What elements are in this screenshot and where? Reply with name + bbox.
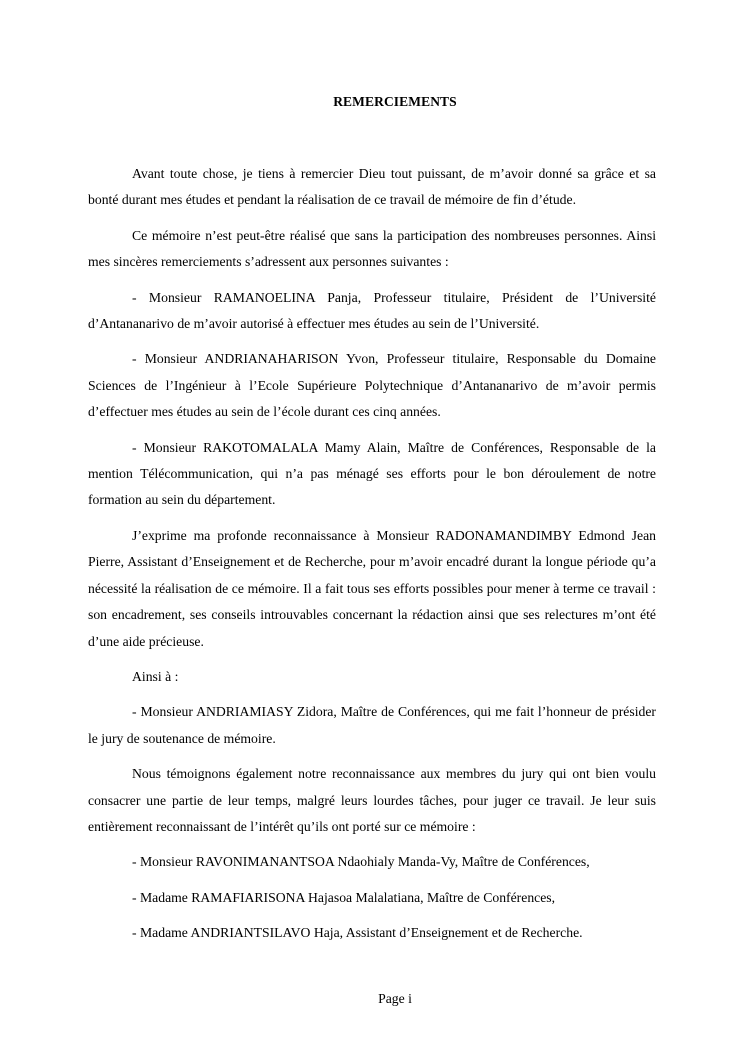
document-body bbox=[88, 161, 656, 956]
paragraph-jury-member-2: - Madame RAMAFIARISONA Hajasoa Malalatiana, Maître de Conférences, bbox=[132, 889, 556, 905]
paragraph-jury-member-1: - Monsieur RAVONIMANANTSOA Ndaohialy Manda-Vy, Maître de Conférences, bbox=[132, 854, 590, 870]
paragraph-jury-members: Nous témoignons également notre reconnaissance aux membres du jury qui ont bien voulu consacrer une partie de leur temps, malgré leurs lourdes tâches, pour juger ce travail. Je leur suis entièrement reconnaissant de l’intérêt qu’ils ont porté sur ce mémoire : bbox=[88, 766, 656, 834]
paragraph-jury-president: - Monsieur ANDRIAMIASY Zidora, Maître de Conférences, qui me fait l’honneur de présider le jury de soutenance de mémoire. bbox=[88, 704, 656, 746]
paragraph-intro: Avant toute chose, je tiens à remercier Dieu tout puissant, de m’avoir donné sa grâce et sa bonté durant mes études et pendant la réalisation de ce travail de mémoire de fin d’étude. bbox=[88, 166, 656, 208]
page-title: REMERCIEMENTS bbox=[333, 94, 457, 109]
paragraph-ainsi: Ainsi à : bbox=[132, 668, 179, 684]
paragraph-thanks-supervisor: J’exprime ma profonde reconnaissance à Monsieur RADONAMANDIMBY Edmond Jean Pierre, Assistant d’Enseignement et de Recherche, pour m’avoir encadré durant la longue période qu’a nécessité la réalisation de ce mémoire. Il a fait tous ses efforts possibles pour mener à terme ce travail : son encadrement, ses conseils introuvables concernant la rédaction ainsi que ses relectures m’ont été d’une aide précieuse. bbox=[88, 527, 656, 649]
paragraph-thanks-mention-head: - Monsieur RAKOTOMALALA Mamy Alain, Maître de Conférences, Responsable de la mention Télécommunication, qui n’a pas ménagé ses efforts pour le bon déroulement de notre formation au sein du département. bbox=[88, 439, 656, 508]
paragraph-thanks-president: - Monsieur RAMANOELINA Panja, Professeur titulaire, Président de l’Université d’Antananarivo de m’avoir autorisé à effectuer mes études au sein de l’Université. bbox=[88, 289, 656, 332]
paragraph-thanks-domain-head: - Monsieur ANDRIANAHARISON Yvon, Professeur titulaire, Responsable du Domaine Sciences de l’Ingénieur à l’Ecole Supérieure Polytechnique d’Antananarivo de m’avoir permis d’effectuer mes études au sein de l’école durant ces cinq années. bbox=[88, 351, 656, 420]
paragraph-jury-member-3: - Madame ANDRIANTSILAVO Haja, Assistant d’Enseignement et de Recherche. bbox=[132, 925, 583, 941]
page-number: Page i bbox=[378, 991, 412, 1006]
paragraph-participation: Ce mémoire n’est peut-être réalisé que sans la participation des nombreuses personnes. Ainsi mes sincères remerciements s’adressent aux personnes suivantes : bbox=[88, 227, 656, 270]
